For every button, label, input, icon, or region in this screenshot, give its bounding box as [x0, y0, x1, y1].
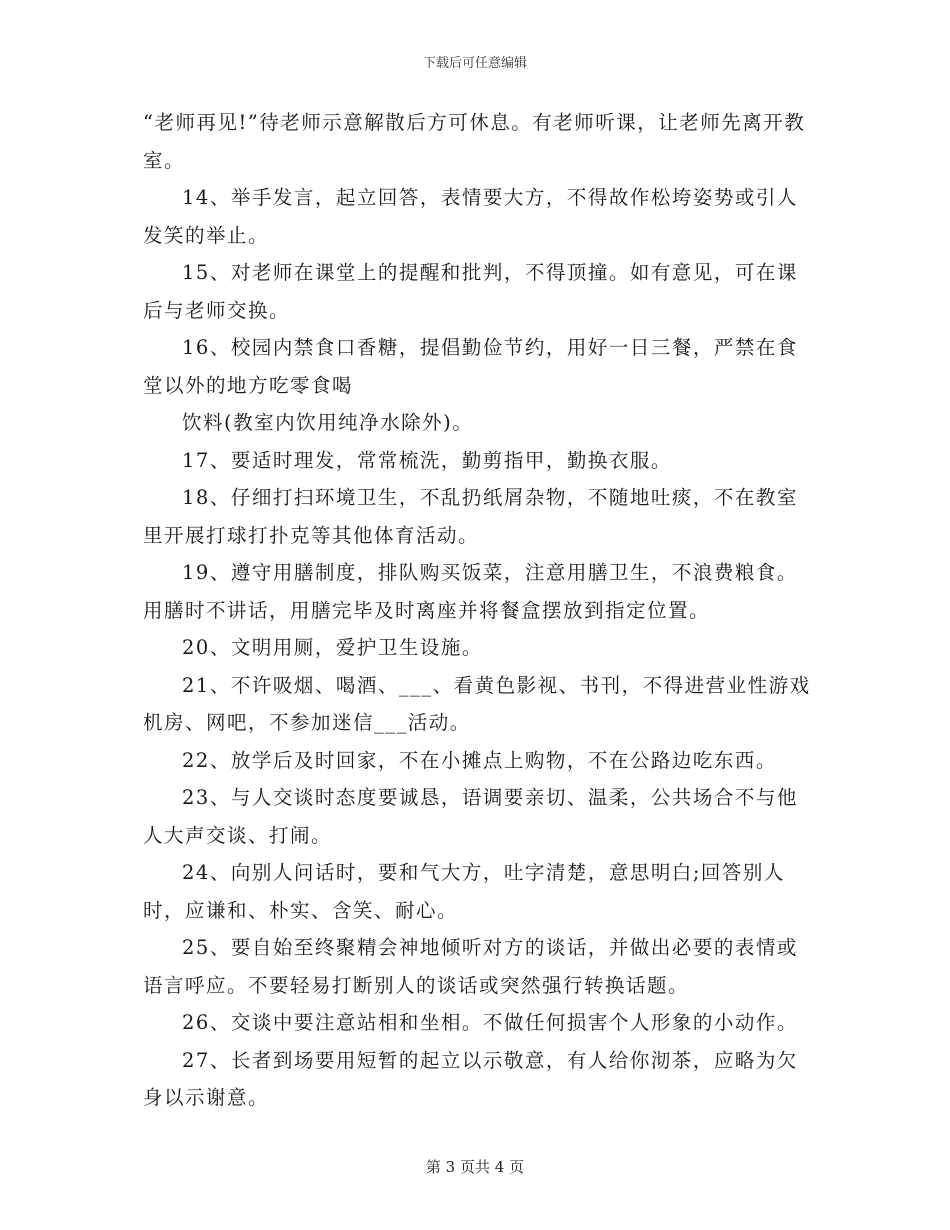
paragraph: 16、校园内禁食口香糖，提倡勤俭节约，用好一日三餐，严禁在食堂以外的地方吃零食喝	[143, 336, 798, 397]
paragraph: 26、交谈中要注意站相和坐相。不做任何损害个人形象的小动作。	[182, 1011, 798, 1034]
paragraph: 17、要适时理发，常常梳洗，勤剪指甲，勤换衣服。	[182, 448, 672, 472]
paragraph: 18、仔细打扫环境卫生，不乱扔纸屑杂物，不随地吐痰，不在教室里开展打球打扑克等其他体育活动。	[143, 486, 798, 547]
paragraph: 22、放学后及时回家，不在小摊点上购物，不在公路边吃东西。	[182, 748, 777, 772]
paragraph: 27、长者到场要用短暂的起立以示敬意，有人给你沏茶，应略为欠身以示谢意。	[143, 1048, 798, 1109]
paragraph: 25、要自始至终聚精会神地倾听对方的谈话，并做出必要的表情或语言呼应。不要轻易打断别人的谈话或突然强行转换话题。	[143, 936, 798, 997]
paragraph: 21、不许吸烟、喝酒、___、看黄色影视、书刊，不得进营业性游戏机房、网吧，不参加迷信___活动。	[143, 673, 811, 734]
paragraph: 15、对老师在课堂上的提醒和批判，不得顶撞。如有意见，可在课后与老师交换。	[143, 261, 798, 322]
document-body	[143, 104, 815, 1117]
paragraph: 14、举手发言，起立回答，表情要大方，不得故作松垮姿势或引人发笑的举止。	[143, 186, 798, 247]
paragraph: 24、向别人问话时，要和气大方，吐字清楚，意思明白;回答别人时，应谦和、朴实、含笑、耐心。	[143, 861, 785, 922]
paragraph: “老师再见!”待老师示意解散后方可休息。有老师听课，让老师先离开教室。	[143, 111, 806, 172]
paragraph: 饮料(教室内饮用纯净水除外)。	[182, 411, 474, 434]
page-header: 下载后可任意编辑	[422, 56, 527, 71]
paragraph: 19、遵守用膳制度，排队购买饭菜，注意用膳卫生，不浪费粮食。用膳时不讲话，用膳完毕及时离座并将餐盒摆放到指定位置。	[143, 561, 798, 622]
paragraph: 23、与人交谈时态度要诚恳，语调要亲切、温柔，公共场合不与他人大声交谈、打闹。	[143, 786, 798, 847]
page-footer: 第 3 页共 4 页	[425, 1158, 525, 1176]
paragraph: 20、文明用厕，爱护卫生设施。	[182, 636, 483, 659]
